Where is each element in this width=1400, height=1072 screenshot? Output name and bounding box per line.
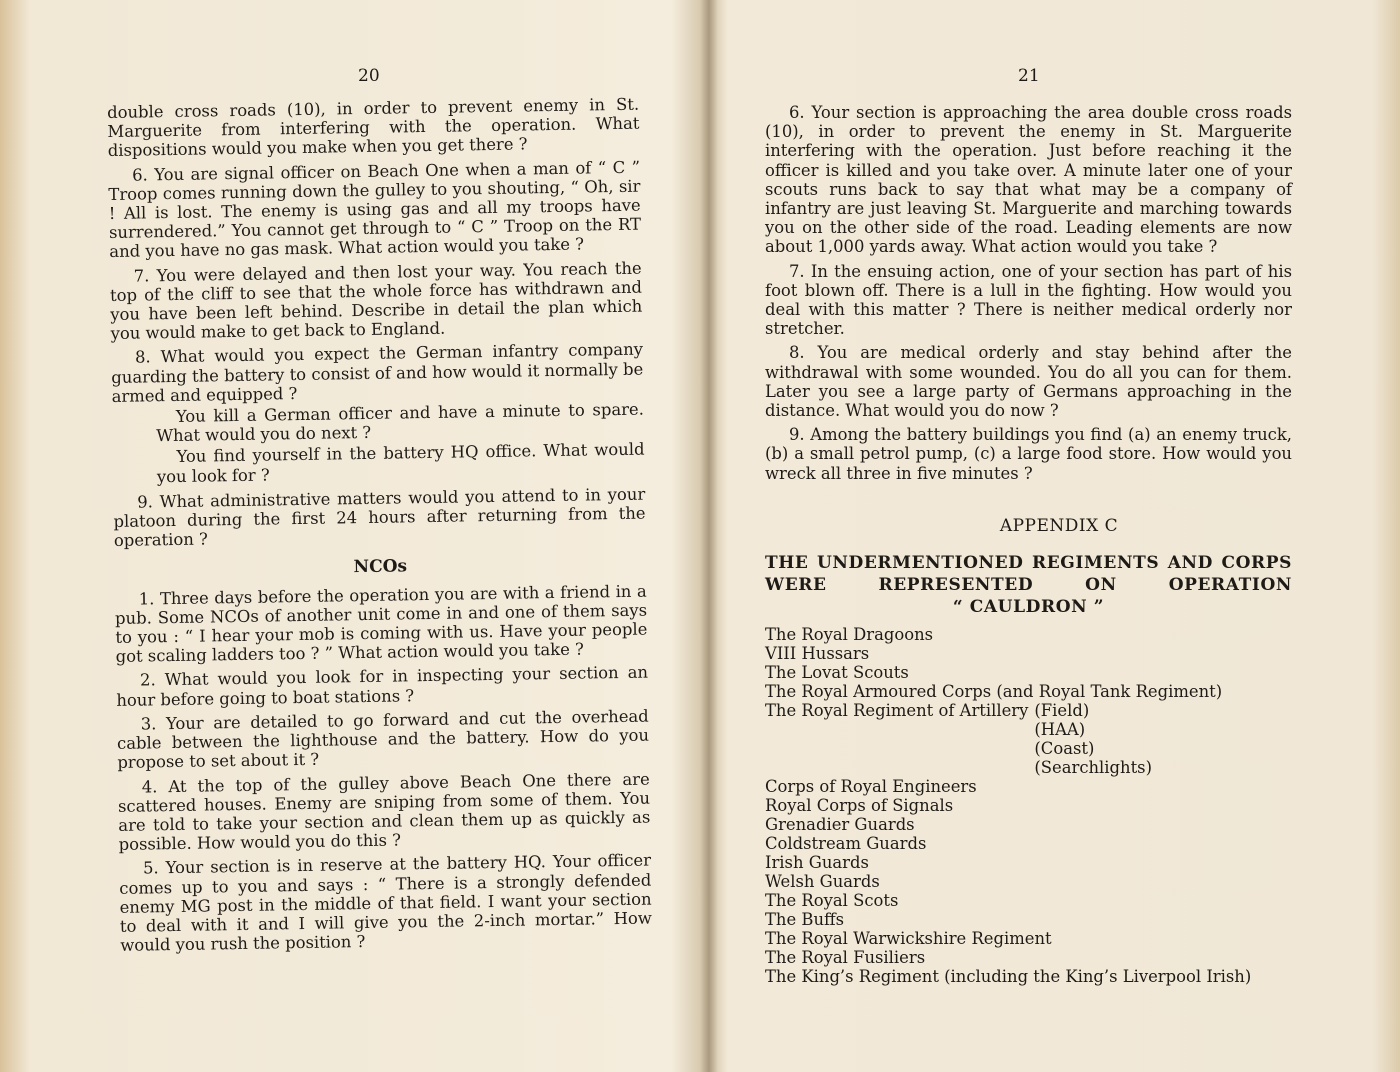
list-item: Royal Corps of Signals <box>765 796 954 815</box>
question-9: 9. What administrative matters would you attend to in your platoon during the first 24 hours after returning from the operation ? <box>113 484 646 551</box>
artillery-sub-list <box>1034 701 1152 777</box>
question-6: 6. Your section is approaching the area double cross roads (10), in order to prevent the enemy in St. Marguerite interfering with the operation. Just before reaching it the officer is killed and you take over. A minute later one of your scouts runs back to say that what may be a company of infantry are just leaving St. Marguerite and marching towards you on the other side of the road. Leading elements are now about 1,000 yards away. What action would you take ? <box>765 103 1292 257</box>
nco-question-1: 1. Three days before the operation you are with a friend in a pub. Some NCOs of another unit come in and one of them says to you : “ I hear your mob is coming with us. Have your people got scaling ladders too ? ” What action would you take ? <box>114 581 648 667</box>
question-8-followup-2: You find yourself in the battery HQ office. What would you look for ? <box>156 440 645 486</box>
list-item: The Royal Fusiliers <box>765 948 926 967</box>
list-item: Coldstream Guards <box>765 834 927 853</box>
list-item: The Royal Scots <box>765 891 899 910</box>
question-9: 9. Among the battery buildings you find (a) an enemy truck, (b) a small petrol pump, (c) a large food store. How would you wreck all three in five minutes ? <box>765 425 1292 483</box>
right-page-text <box>765 103 1292 488</box>
list-sub-item: (Coast) <box>1034 739 1095 758</box>
question-8: 8. You are medical orderly and stay behind after the withdrawal with some wounded. You do all you can for them. Later you see a large party of Germans approaching in the distance. What would you do now ? <box>765 343 1292 421</box>
nco-question-5: 5. Your section is in reserve at the battery HQ. Your officer comes up to you and says : “ There is a strongly defended enemy MG post in the middle of that field. I want your section to deal with it and I will give you the 2-inch mortar.” How would you rush the position ? <box>119 850 653 956</box>
list-item-artillery <box>765 701 1325 777</box>
list-item-label: The Royal Regiment of Artillery <box>765 701 1029 720</box>
appendix-subtitle-main: THE UNDERMENTIONED REGIMENTS AND CORPS WERE REPRESENTED ON OPERATION <box>765 553 1292 595</box>
question-6: 6. You are signal officer on Beach One when a man of “ C ” Troop comes running down the gulley to you shouting, “ Oh, sir ! All is lost. The enemy is using gas and all my troops have surrendered.” You cannot get through to “ C ” Troop on the RT and you have no gas mask. What action would you take ? <box>108 157 642 262</box>
nco-question-4: 4. At the top of the gulley above Beach One there are scattered houses. Enemy are sniping from some of them. You are told to take your section and clean them up as quickly as possible. How would you do this ? <box>117 769 651 855</box>
question-7: 7. In the ensuing action, one of your section has part of his foot blown off. There is a lull in the fighting. How would you deal with this matter ? There is neither medical orderly nor stretcher. <box>765 261 1292 339</box>
section-heading-ncos: NCOs <box>353 556 408 578</box>
list-sub-item: (Searchlights) <box>1034 758 1152 777</box>
question-8-followup-1: You kill a German officer and have a minute to spare. What would you do next ? <box>156 399 645 446</box>
list-item: The Royal Warwickshire Regiment <box>765 929 1052 948</box>
nco-question-3: 3. Your are detailed to go forward and cut the overhead cable between the lighthouse and the battery. How do you propose to set about it ? <box>116 706 650 773</box>
list-sub-item: (Field) <box>1034 701 1090 720</box>
list-item: The Lovat Scouts <box>765 663 909 682</box>
list-item: The Royal Armoured Corps (and Royal Tank Regiment) <box>765 682 1223 701</box>
list-item: Irish Guards <box>765 853 869 872</box>
list-sub-item: (HAA) <box>1034 720 1086 739</box>
right-page <box>718 0 1400 1072</box>
page-number: 21 <box>1018 66 1040 86</box>
list-item: Grenadier Guards <box>765 815 915 834</box>
nco-question-2: 2. What would you look for in inspecting your section an hour before going to boat stations ? <box>116 663 649 710</box>
regiment-list <box>765 625 1325 986</box>
book-gutter <box>700 0 718 1072</box>
appendix-subtitle-operation: “ CAULDRON ” <box>952 597 1105 617</box>
question-7: 7. You were delayed and then lost your way. You reach the top of the cliff to see that the whole force has withdrawn and you have been left behind. Describe in detail the plan which you would make to get back to England. <box>109 258 643 344</box>
list-item: Corps of Royal Engineers <box>765 777 977 796</box>
list-item: VIII Hussars <box>765 644 870 663</box>
page-number: 20 <box>358 66 380 86</box>
appendix-subtitle <box>765 552 1292 618</box>
list-item: The Royal Dragoons <box>765 625 934 644</box>
list-item: The Buffs <box>765 910 845 929</box>
paragraph: double cross roads (10), in order to prevent enemy in St. Marguerite from interfering with the operation. What dispositions would you make when you get there ? <box>107 94 640 161</box>
list-item: The King’s Regiment (including the King’s Liverpool Irish) <box>765 967 1252 986</box>
left-page-text <box>107 95 652 961</box>
question-8: 8. What would you expect the German infantry company guarding the battery to consist of and how would it normally be armed and equipped ? <box>111 340 644 406</box>
appendix-title: APPENDIX C <box>999 516 1119 536</box>
list-item: Welsh Guards <box>765 872 880 891</box>
